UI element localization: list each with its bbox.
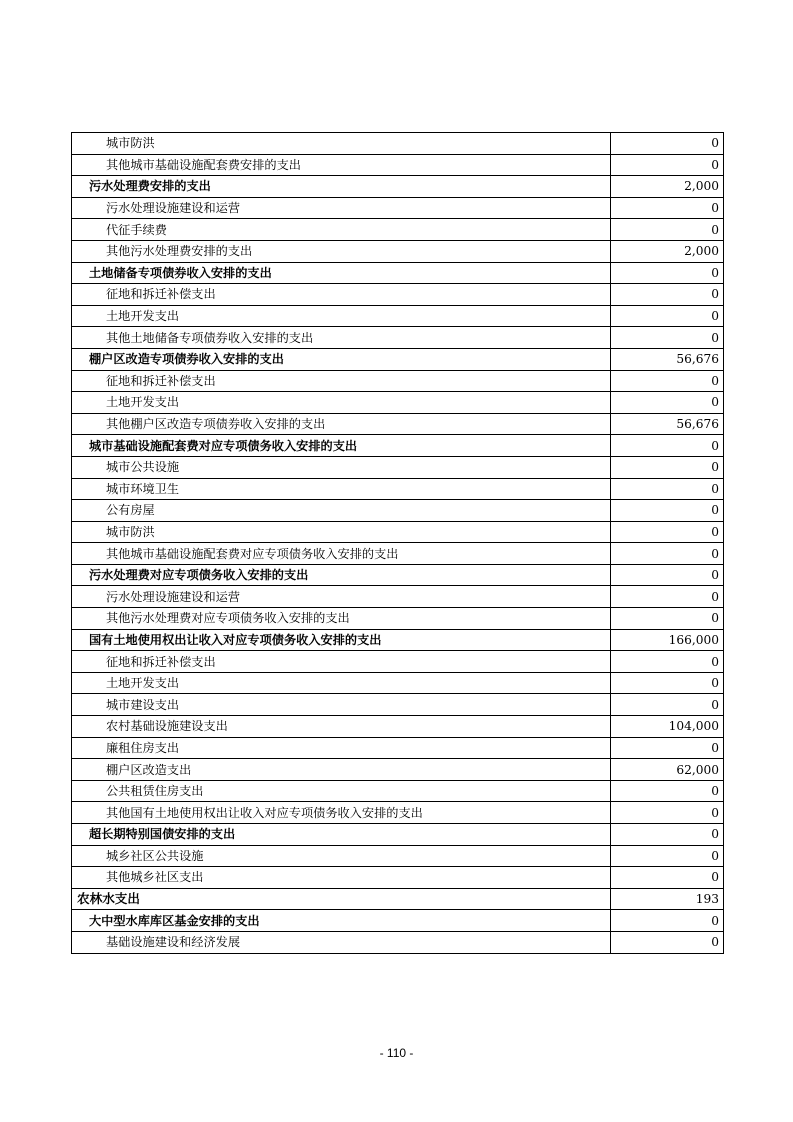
item-amount: 166,000 — [611, 629, 724, 651]
table-row — [72, 694, 724, 716]
item-name: 大中型水库库区基金安排的支出 — [72, 910, 611, 932]
item-name: 公有房屋 — [72, 500, 611, 522]
table-row — [72, 672, 724, 694]
table-row — [72, 262, 724, 284]
table-row — [72, 629, 724, 651]
item-amount: 0 — [611, 435, 724, 457]
item-name: 超长期特别国债安排的支出 — [72, 824, 611, 846]
item-name: 污水处理设施建设和运营 — [72, 197, 611, 219]
item-name: 污水处理设施建设和运营 — [72, 586, 611, 608]
item-name: 污水处理费安排的支出 — [72, 176, 611, 198]
item-name: 土地开发支出 — [72, 392, 611, 414]
item-amount: 0 — [611, 521, 724, 543]
item-amount: 2,000 — [611, 240, 724, 262]
item-name: 其他棚户区改造专项债券收入安排的支出 — [72, 413, 611, 435]
item-name: 城市建设支出 — [72, 694, 611, 716]
table-row — [72, 586, 724, 608]
item-name: 城市防洪 — [72, 133, 611, 155]
table-row — [72, 413, 724, 435]
item-name: 农林水支出 — [72, 888, 611, 910]
table-row — [72, 154, 724, 176]
table-row — [72, 197, 724, 219]
table-row — [72, 176, 724, 198]
table-row — [72, 759, 724, 781]
table-row — [72, 867, 724, 889]
item-amount: 0 — [611, 370, 724, 392]
item-amount: 0 — [611, 500, 724, 522]
expenditure-table — [71, 132, 724, 954]
item-amount: 0 — [611, 586, 724, 608]
table-row — [72, 327, 724, 349]
item-amount: 0 — [611, 845, 724, 867]
item-amount: 0 — [611, 780, 724, 802]
item-name: 棚户区改造专项债券收入安排的支出 — [72, 348, 611, 370]
item-amount: 0 — [611, 197, 724, 219]
table-row — [72, 608, 724, 630]
item-name: 城乡社区公共设施 — [72, 845, 611, 867]
item-amount: 104,000 — [611, 716, 724, 738]
page-number: - 110 - — [379, 1046, 414, 1060]
item-name: 基础设施建设和经济发展 — [72, 931, 611, 953]
item-name: 其他土地储备专项债券收入安排的支出 — [72, 327, 611, 349]
item-amount: 0 — [611, 824, 724, 846]
table-row — [72, 931, 724, 953]
item-name: 公共租赁住房支出 — [72, 780, 611, 802]
item-name: 征地和拆迁补偿支出 — [72, 284, 611, 306]
item-amount: 0 — [611, 910, 724, 932]
item-amount: 2,000 — [611, 176, 724, 198]
item-name: 其他城乡社区支出 — [72, 867, 611, 889]
item-amount: 0 — [611, 154, 724, 176]
item-amount: 0 — [611, 456, 724, 478]
table-row — [72, 478, 724, 500]
item-name: 污水处理费对应专项债务收入安排的支出 — [72, 564, 611, 586]
table-row — [72, 651, 724, 673]
item-amount: 0 — [611, 305, 724, 327]
item-amount: 193 — [611, 888, 724, 910]
item-name: 城市环境卫生 — [72, 478, 611, 500]
item-name: 土地开发支出 — [72, 305, 611, 327]
item-amount: 0 — [611, 608, 724, 630]
table-row — [72, 716, 724, 738]
table-row — [72, 219, 724, 241]
table-row — [72, 370, 724, 392]
item-name: 其他城市基础设施配套费对应专项债务收入安排的支出 — [72, 543, 611, 565]
item-name: 其他国有土地使用权出让收入对应专项债务收入安排的支出 — [72, 802, 611, 824]
table-row — [72, 910, 724, 932]
table-row — [72, 240, 724, 262]
item-amount: 56,676 — [611, 413, 724, 435]
table-row — [72, 500, 724, 522]
item-name: 其他污水处理费对应专项债务收入安排的支出 — [72, 608, 611, 630]
item-name: 国有土地使用权出让收入对应专项债务收入安排的支出 — [72, 629, 611, 651]
item-name: 代征手续费 — [72, 219, 611, 241]
item-amount: 62,000 — [611, 759, 724, 781]
table-row — [72, 133, 724, 155]
table-row — [72, 802, 724, 824]
item-amount: 0 — [611, 931, 724, 953]
table-row — [72, 521, 724, 543]
item-amount: 0 — [611, 543, 724, 565]
item-amount: 0 — [611, 694, 724, 716]
table-row — [72, 392, 724, 414]
table-row — [72, 888, 724, 910]
item-amount: 0 — [611, 651, 724, 673]
item-amount: 0 — [611, 262, 724, 284]
item-name: 其他城市基础设施配套费安排的支出 — [72, 154, 611, 176]
item-amount: 0 — [611, 133, 724, 155]
item-name: 土地开发支出 — [72, 672, 611, 694]
table-row — [72, 737, 724, 759]
table-row — [72, 435, 724, 457]
table-row — [72, 845, 724, 867]
table-row — [72, 305, 724, 327]
item-amount: 0 — [611, 564, 724, 586]
item-amount: 0 — [611, 327, 724, 349]
item-name: 棚户区改造支出 — [72, 759, 611, 781]
table-row — [72, 824, 724, 846]
item-name: 征地和拆迁补偿支出 — [72, 370, 611, 392]
item-amount: 0 — [611, 802, 724, 824]
item-name: 城市公共设施 — [72, 456, 611, 478]
item-name: 城市防洪 — [72, 521, 611, 543]
item-name: 农村基础设施建设支出 — [72, 716, 611, 738]
table-row — [72, 543, 724, 565]
item-name: 土地储备专项债券收入安排的支出 — [72, 262, 611, 284]
table-row — [72, 348, 724, 370]
item-amount: 0 — [611, 392, 724, 414]
item-name: 其他污水处理费安排的支出 — [72, 240, 611, 262]
item-name: 城市基础设施配套费对应专项债务收入安排的支出 — [72, 435, 611, 457]
table-row — [72, 780, 724, 802]
table-row — [72, 284, 724, 306]
item-amount: 0 — [611, 219, 724, 241]
item-amount: 56,676 — [611, 348, 724, 370]
item-amount: 0 — [611, 737, 724, 759]
item-name: 征地和拆迁补偿支出 — [72, 651, 611, 673]
item-amount: 0 — [611, 478, 724, 500]
table-row — [72, 564, 724, 586]
item-amount: 0 — [611, 284, 724, 306]
item-amount: 0 — [611, 867, 724, 889]
item-amount: 0 — [611, 672, 724, 694]
item-name: 廉租住房支出 — [72, 737, 611, 759]
table-body — [72, 133, 724, 954]
table-row — [72, 456, 724, 478]
